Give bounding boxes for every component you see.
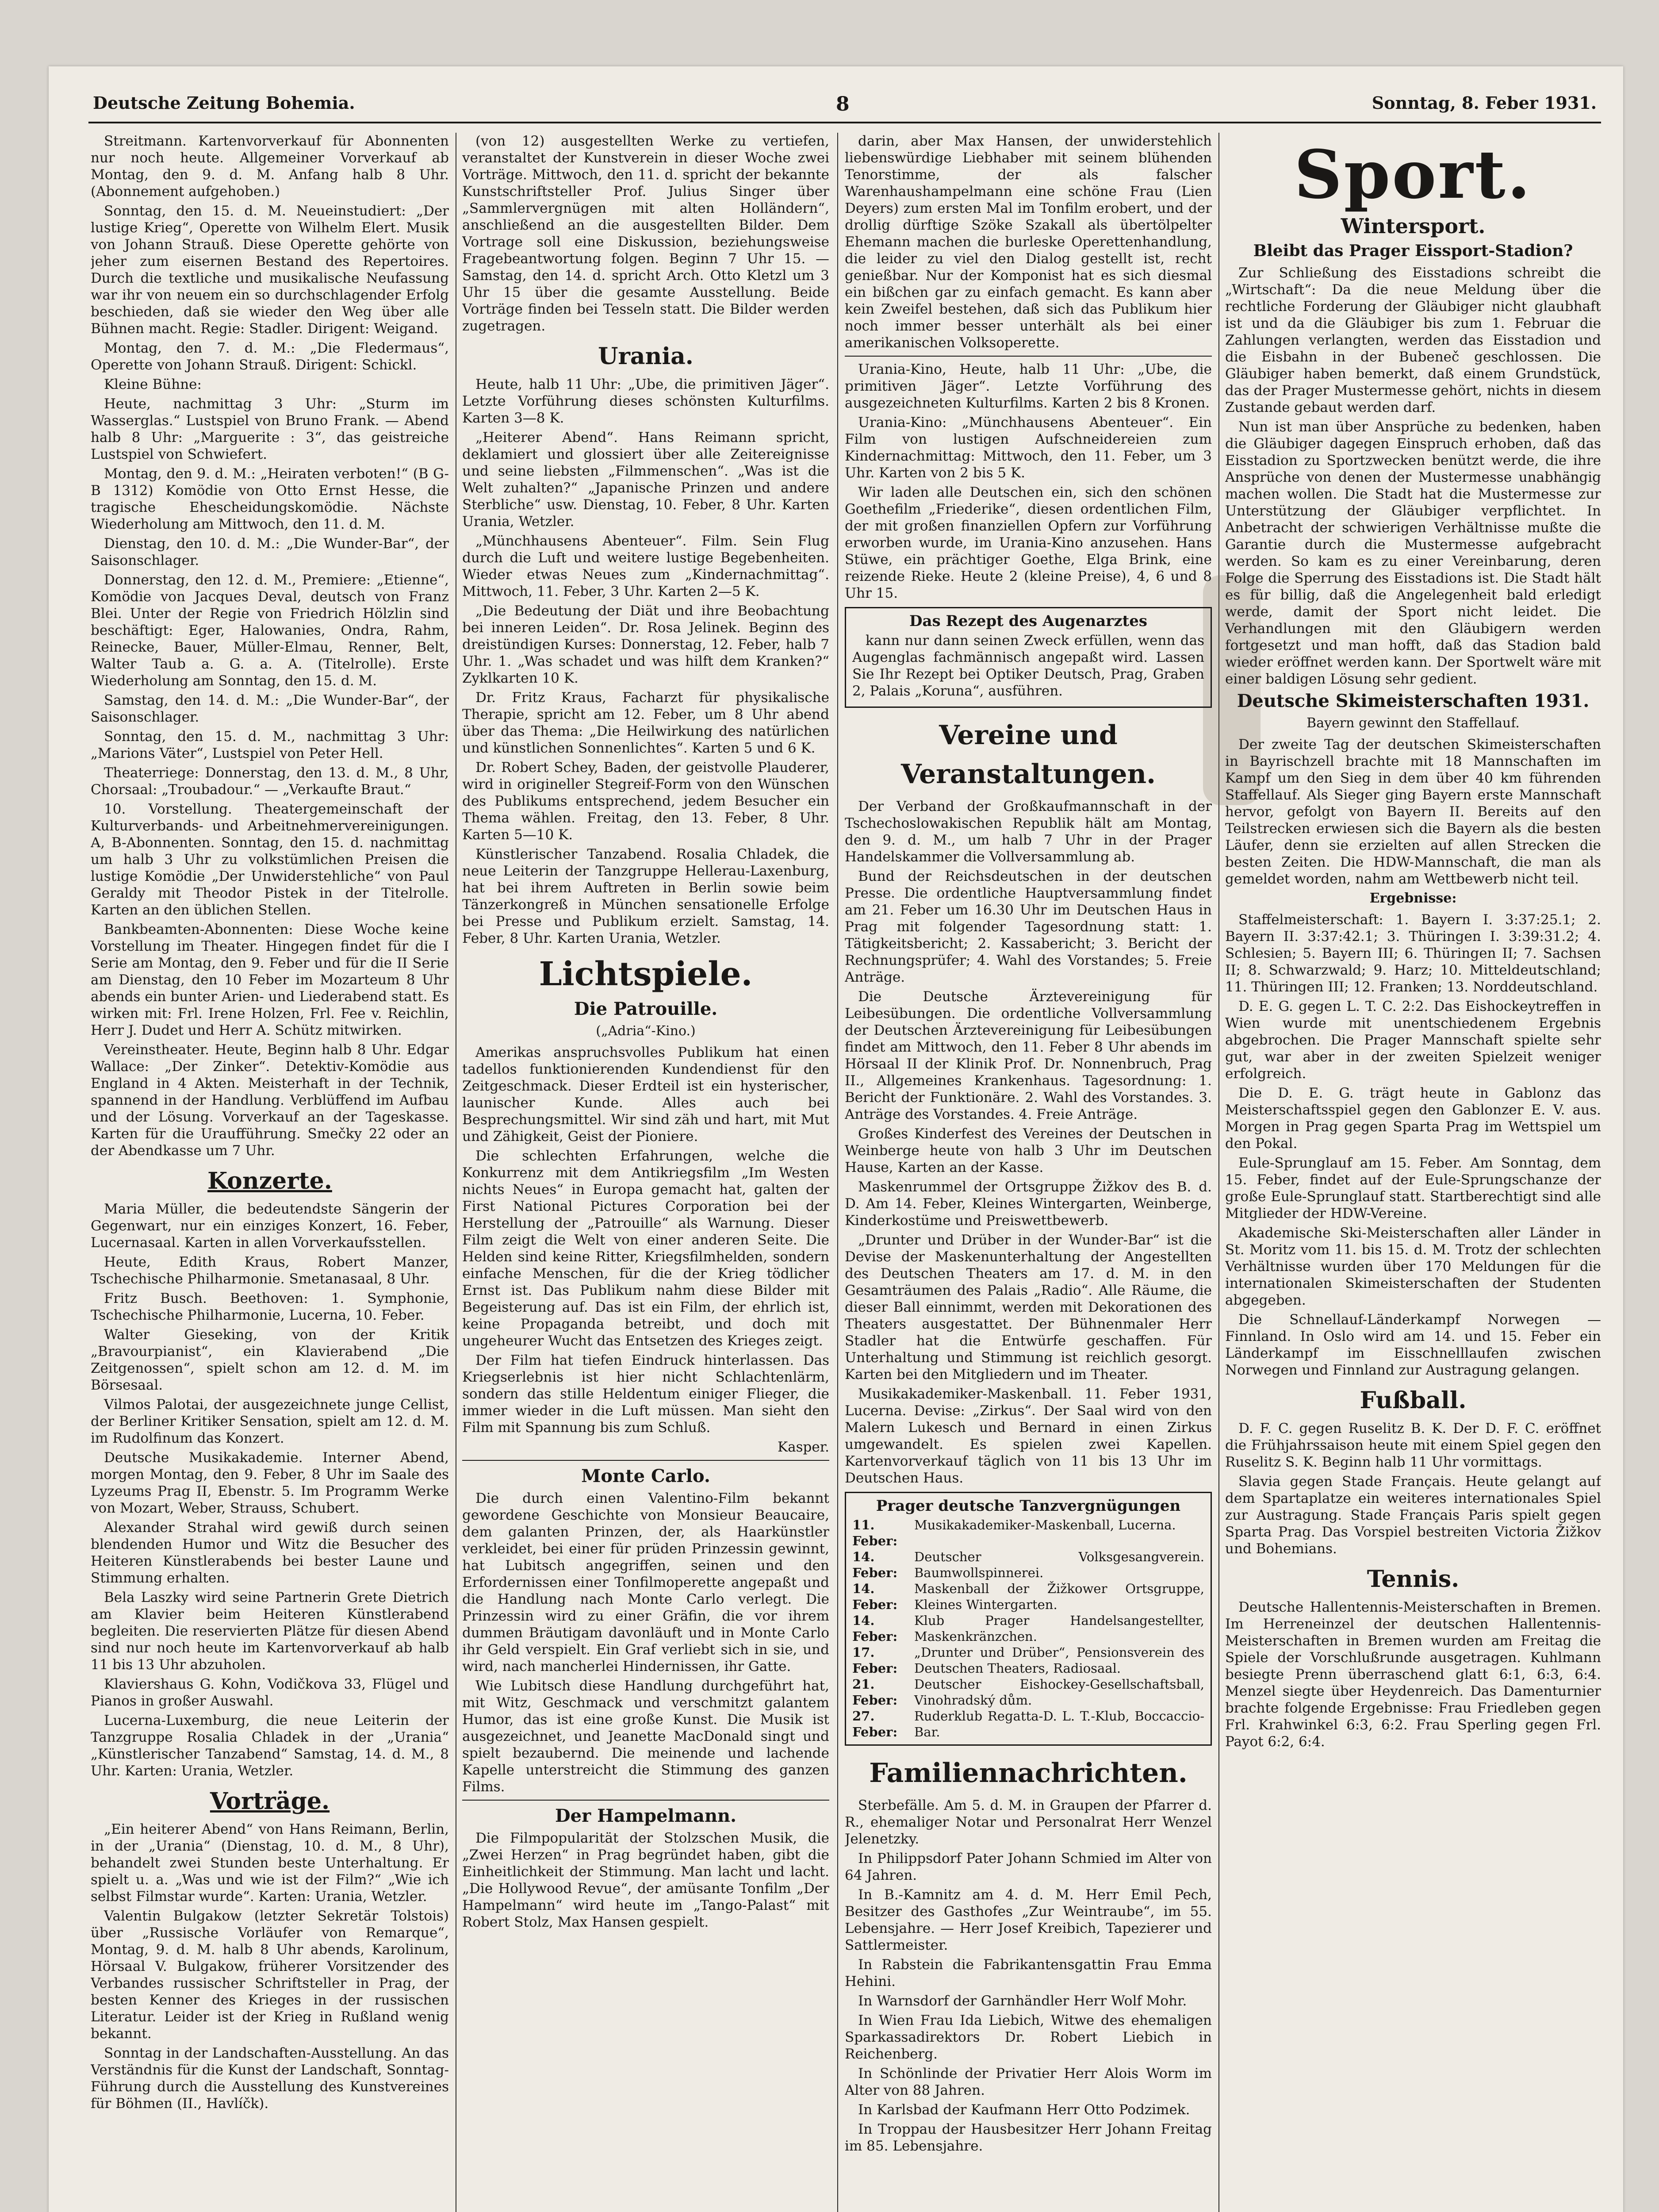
article-paragraph: Sonntag, den 15. d. M. Neueinstudiert: „Der lustige Krieg“, Operette von Wilhelm Elert. Musik von Johann Strauß. Diese Operette gehörte von jeher zum eisernen Bestand des Repertoires. Durch die textliche und musikalische Neufassung war ihr von neuem ein so durchschlagender Erfolg beschieden, daß sie wieder den Weg über alle Bühnen macht. Regie: Stadler. Dirigent: Weigand. <box>91 203 449 337</box>
article-paragraph: Donnerstag, den 12. d. M., Premiere: „Etienne“, Komödie von Jacques Deval, deutsch von Franz Blei. Unter der Regie von Friedrich Hölzlin sind beschäftigt: Eger, Halowanies, Ondra, Rahm, Reinecke, Bauer, Müller-Elmau, Renner, Belt, Walter Taub a. G. a. A. (Titelrolle). Erste Wiederholung am Sonntag, den 15. d. M. <box>91 572 449 689</box>
hampelmann-heading: Der Hampelmann. <box>555 1805 737 1826</box>
concerts-heading: Konzerte. <box>207 1167 332 1194</box>
hampelmann-review <box>462 1830 829 1931</box>
dance-list <box>852 1517 1204 1740</box>
article-paragraph: Die Schnellauf-Länderkampf Norwegen — Finnland. In Oslo wird am 14. und 15. Feber ein Länderkampf im Eisschnelllaufen zwischen Norwegen und Finnland zur Austragung gelangen. <box>1225 1312 1601 1378</box>
article-paragraph: In Rabstein die Fabrikantensgattin Frau Emma Hehini. <box>845 1957 1212 1989</box>
article-paragraph: Großes Kinderfest des Vereines der Deutschen in Weinberge heute von halb 3 Uhr im Deutschen Hause, Karten an der Kasse. <box>845 1126 1212 1175</box>
article-paragraph: Kleine Bühne: <box>104 376 202 392</box>
theater-notices <box>91 133 449 1159</box>
ad-text: kann nur dann seinen Zweck erfüllen, wenn das Augenglas fachmännisch angepaßt wird. Lassen Sie Ihr Rezept bei Optiker Deutsch, Prag, Graben 2, Palais „Koruna“, ausführen. <box>852 633 1204 699</box>
patrouille-cinema: („Adria“-Kino.) <box>596 1023 696 1039</box>
tennis-heading: Tennis. <box>1367 1566 1460 1593</box>
vereine-heading: Vereine und Veranstaltungen. <box>900 720 1156 790</box>
article-paragraph: Theaterriege: Donnerstag, den 13. d. M., 8 Uhr, Chorsaal: „Troubadour.“ — „Verkaufte Braut.“ <box>91 765 449 798</box>
dance-event-row <box>852 1581 1204 1613</box>
article-paragraph: Wie Lubitsch diese Handlung durchgeführt hat, mit Witz, Geschmack und verschmitzt galantem Humor, das ist eine große Kunst. Die Musik ist ausgezeichnet, und Jeanette MacDonald singt und spielt bezaubernd. Die meinende und lachende Kapelle unterstreicht die Stimmung des ganzen Films. <box>462 1678 829 1795</box>
ski-championship-sub: Bayern gewinnt den Staffellauf. <box>1307 715 1520 731</box>
sport-notices <box>1225 998 1601 1379</box>
article-paragraph: Heute, halb 11 Uhr: „Ube, die primitiven Jäger“. Letzte Vorführung dieses schönsten Kulturfilms. Karten 3—8 K. <box>462 376 829 426</box>
ad-headline: Das Rezept des Augenarztes <box>909 612 1147 630</box>
dance-event-date: 17. Feber: <box>852 1645 898 1676</box>
patrouille-heading: Die Patrouille. <box>574 998 718 1019</box>
article-paragraph: Montag, den 9. d. M.: „Heiraten verboten!“ (B G-B 1312) Komödie von Otto Ernst Hesse, die tragische Ehescheidungskomödie. Nächste Wiederholung am Mittwoch, den 11. d. M. <box>91 466 449 532</box>
art-lecture-notice <box>462 133 829 334</box>
urania-heading: Urania. <box>598 343 693 370</box>
article-paragraph: Montag, den 7. d. M.: „Die Fledermaus“, Operette von Johann Strauß. Dirigent: Schickl. <box>91 340 449 373</box>
article-paragraph: Dr. Fritz Kraus, Facharzt für physikalische Therapie, spricht am 12. Feber, um 8 Uhr abend über das Thema: „Die Heilwirkung des natürlichen und künstlichen Sonnenlichtes“. Karten 5 und 6 K. <box>462 690 829 756</box>
football-heading: Fußball. <box>1360 1387 1467 1414</box>
dance-event-row <box>852 1517 1204 1549</box>
article-paragraph: Sonntag in der Landschaften-Ausstellung. An das Verständnis für die Kunst der Landschaft, Sonntag-Führung durch die Ausstellung des Kunstvereines für Böhmen (II., Havlíčk). <box>91 2045 449 2112</box>
results-heading: Ergebnisse: <box>1369 891 1457 906</box>
talk-notices <box>91 1821 449 2112</box>
dance-event-date: 27. Feber: <box>852 1709 898 1740</box>
article-paragraph: „Heiterer Abend“. Hans Reimann spricht, deklamiert und glossiert über alle Zeitereignisse und seine liebsten „Filmmenschen“. „Was ist die Welt zuhalten?“ „Japanische Prinzen und andere Sterbliche“ usw. Dienstag, 10. Feber, 8 Uhr. Karten Urania, Wetzler. <box>462 430 829 530</box>
dance-event-date: 14. Feber: <box>852 1613 898 1644</box>
article-paragraph: Slavia gegen Stade Français. Heute gelangt auf dem Spartaplatze ein weiteres internationales Spiel zur Austragung. Stade Français Paris spielt gegen Sparta Prag. Das Vorspiel bestreiten Victoria Žižkov und Bohemians. <box>1225 1474 1601 1557</box>
header-rule <box>88 122 1601 123</box>
dance-event-text: Deutscher Volksgesangverein. Baumwollspinnerei. <box>914 1549 1204 1580</box>
article-paragraph: Heute, Edith Kraus, Robert Manzer, Tschechische Philharmonie. Smetanasaal, 8 Uhr. <box>91 1254 449 1287</box>
article-paragraph: Walter Gieseking, von der Kritik „Bravourpianist“, ein Klavierabend „Die Zeitgenossen“, spielt schon am 12. d. M. im Börsesaal. <box>91 1327 449 1393</box>
article-paragraph: Streitmann. Kartenvorverkauf für Abonnenten nur noch heute. Allgemeiner Vorverkauf ab Montag, den 9. d. M. Anfang halb 8 Uhr. (Abonnement aufgehoben.) <box>91 133 449 200</box>
article-paragraph: In Wien Frau Ida Liebich, Witwe des ehemaligen Sparkassadirektors Dr. Robert Liebich in Reichenberg. <box>845 2012 1212 2062</box>
dance-event-text: Musikakademiker-Maskenball, Lucerna. <box>914 1517 1176 1532</box>
column-divider <box>1218 133 1219 2212</box>
sport-heading: Sport. <box>1294 136 1532 214</box>
article-paragraph: Eule-Sprunglauf am 15. Feber. Am Sonntag, dem 15. Feber, findet auf der Eule-Sprungschanze der große Eule-Sprunglauf statt. Startberechtigt sind alle Mitglieder der HDW-Vereine. <box>1225 1155 1601 1221</box>
article-paragraph: Vilmos Palotai, der ausgezeichnete junge Cellist, der Berliner Kritiker Sensation, spielt am 12. d. M. im Rudolfinum das Konzert. <box>91 1397 449 1446</box>
article-paragraph: Valentin Bulgakow (letzter Sekretär Tolstois) über „Russische Vorläufer von Remarque“, Montag, 9. d. M. halb 8 Uhr abends, Karolinum, Hörsaal V. Bulgakow, früherer Vorsitzender des Verbandes russischer Schriftsteller in Prag, der besten Kenner des Krieges in der russischen Literatur. Leider ist der Krieg in Rußland wenig bekannt. <box>91 1908 449 2042</box>
article-paragraph: Klaviershaus G. Kohn, Vodičkova 33, Flügel und Pianos in großer Auswahl. <box>91 1676 449 1709</box>
page-number: 8 <box>836 93 850 115</box>
article-paragraph: In Schönlinde der Privatier Herr Alois Worm im Alter von 88 Jahren. <box>845 2066 1212 2098</box>
divider <box>462 1800 829 1801</box>
article-paragraph: „Ein heiterer Abend“ von Hans Reimann, Berlin, in der „Urania“ (Dienstag, 10. d. M., 8 Uhr), behandelt zwei Stunden beste Unterhaltung. Er spielt u. a. „Was und wie ist der Film?“ „Wie ich selbst Filmstar wurde“. Karten: Urania, Wetzler. <box>91 1821 449 1905</box>
article-paragraph: Heute, nachmittag 3 Uhr: „Sturm im Wasserglas.“ Lustspiel von Bruno Frank. — Abend halb 8 Uhr: „Marguerite : 3“, das geistreiche Lustspiel von Schwiefert. <box>91 396 449 462</box>
dance-event-row <box>852 1549 1204 1581</box>
article-paragraph: Die durch einen Valentino-Film bekannt gewordene Geschichte von Monsieur Beaucaire, dem galanten Prinzen, der, als Haarkünstler verkleidet, bei einer für prüden Prinzessin gewinnt, hat Lubitsch angegriffen, seinen und den Erfordernissen einer Tonfilmoperette angepaßt und die Handlung nach Monte Carlo verlegt. Die Prinzessin wird zu einer Gräfin, die vor ihrem dummen Bräutigam davonläuft und in Monte Carlo ihr Geld verspielt. Ein Graf verliebt sich in sie, und wird, nach mancherlei Hindernissen, ihr Gatte. <box>462 1490 829 1674</box>
article-paragraph: Der Verband der Großkaufmannschaft in der Tschechoslowakischen Republik hält am Montag, den 9. d. M., um halb 7 Uhr in der Prager Handelskammer die Vollversammlung ab. <box>845 799 1212 865</box>
article-paragraph: Dr. Robert Schey, Baden, der geistvolle Plauderer, wird in origineller Stegreif-Form von den Wünschen des Publikums entsprechend, jedem Besucher ein Thema wählen. Freitag, den 13. Feber, 8 Uhr. Karten 5—10 K. <box>462 760 829 843</box>
optician-advertisement <box>845 607 1212 708</box>
monte-carlo-heading: Monte Carlo. <box>581 1466 710 1486</box>
divider <box>845 356 1212 357</box>
lichtspiele-heading: Lichtspiele. <box>539 955 753 993</box>
article-paragraph: Amerikas anspruchsvolles Publikum hat einen tadellos funktionierenden Kundendienst für den Zeitgeschmack. Dieser Erdteil ist ein hysterischer, launischer Kunde. Alles auch bei Besprechungsmittel. Wir sind zäh und hart, mit Mut und Zähigkeit, Geist der Pioniere. <box>462 1045 829 1144</box>
article-paragraph: In Philippsdorf Pater Johann Schmied im Alter von 64 Jahren. <box>845 1851 1212 1883</box>
family-heading: Familiennachrichten. <box>869 1758 1188 1789</box>
article-paragraph: In Troppau der Hausbesitzer Herr Johann Freitag im 85. Lebensjahre. <box>845 2121 1212 2154</box>
dance-event-date: 14. Feber: <box>852 1581 898 1612</box>
article-paragraph: 10. Vorstellung. Theatergemeinschaft der Kulturverbands- und Arbeitnehmervereinigungen. A, B-Abonnenten. Sonntag, den 15. d. nachmittag um halb 3 Uhr zu volkstümlichen Preisen die lustige Komödie „Der Unwiderstehliche“ von Paul Geraldy mit Theodor Pistek in der Titelrolle. Karten an den üblichen Stellen. <box>91 801 449 918</box>
ski-championship-heading: Deutsche Skimeisterschaften 1931. <box>1237 691 1590 711</box>
wintersport-heading: Wintersport. <box>1341 214 1486 238</box>
article-paragraph: Vereinstheater. Heute, Beginn halb 8 Uhr. Edgar Wallace: „Der Zinker“. Detektiv-Komödie aus England in 4 Akten. Meisterhaft in der Technik, spannend in der Handlung. Verblüffend im Aufbau und der Lösung. Vorverkauf an der Tageskasse. Karten für die Uraufführung. Smečky 22 oder an der Abendkasse um 7 Uhr. <box>91 1042 449 1159</box>
results-text: Staffelmeisterschaft: 1. Bayern I. 3:37:25.1; 2. Bayern II. 3:37:42.1; 3. Thüringen I. 3:39:31.2; 4. Schlesien; 5. Bayern III; 6. Thüringen II; 7. Sachsen II; 8. Schwarzwald; 9. Harz; 10. Mitteldeutschland; 11. Thüringen III; 12. Franken; 13. Norddeutschland. <box>1225 912 1601 995</box>
article-paragraph: Fritz Busch. Beethoven: 1. Symphonie, Tschechische Philharmonie, Lucerna, 10. Feber. <box>91 1290 449 1323</box>
article-paragraph: Deutsche Musikakademie. Interner Abend, morgen Montag, den 9. Feber, 8 Uhr im Saale des Lyzeums Prag II, Ebenstr. 5. Im Programm Werke von Mozart, Weber, Strauss, Schubert. <box>91 1450 449 1516</box>
urania-notices <box>462 376 829 947</box>
article-paragraph: Bankbeamten-Abonnenten: Diese Woche keine Vorstellung im Theater. Hingegen findet für die I Serie am Montag, den 9. Feber und für die II Serie am Dienstag, den 10 Feber im Mozarteum 8 Uhr abends ein bunter Arien- und Liederabend statt. Es wirken mit: Frl. Irene Holzen, Frl. Fee v. Reichlin, Herr J. Dudet und Herr A. Schütz mitwirken. <box>91 922 449 1038</box>
article-paragraph: Dienstag, den 10. d. M.: „Die Wunder-Bar“, der Saisonschlager. <box>91 536 449 568</box>
article-paragraph: D. E. G. gegen L. T. C. 2:2. Das Eishockeytreffen in Wien wurde mit unentschiedenem Ergebnis abgebrochen. Die Prager Mannschaft spielte sehr gut, war aber in der zweiten Spielzeit weniger erfolgreich. <box>1225 998 1601 1082</box>
column-sport <box>1225 133 1601 2212</box>
newspaper-name: Deutsche Zeitung Bohemia. <box>93 93 355 113</box>
dance-event-row <box>852 1613 1204 1644</box>
family-notices <box>845 1797 1212 2154</box>
article-paragraph: „Münchhausens Abenteuer“. Film. Sein Flug durch die Luft und weitere lustige Begebenheiten. Wieder etwas Neues zum „Kindernachmittag“. Mittwoch, 11. Feber, 3 Uhr. Karten 2—5 K. <box>462 533 829 599</box>
article-paragraph: Samstag, den 14. d. M.: „Die Wunder-Bar“, der Saisonschlager. <box>91 692 449 725</box>
newspaper-page <box>49 66 1623 2212</box>
article-paragraph: Die schlechten Erfahrungen, welche die Konkurrenz mit dem Antikriegsfilm „Im Westen nichts Neues“ in Europa gemacht hat, galten der First National Pictures Corporation bei der Herstellung der „Patrouille“ als Warnung. Dieser Film zeigt die Welt von einer anderen Seite. Die Helden sind keine Ritter, Kriegsfilmhelden, sondern einfache Menschen, für die der Krieg tödlicher Ernst ist. Das Publikum nahm diese Bilder mit Begeisterung auf. Das ist ein Film, der ehrlich ist, keine Propaganda betreibt, und doch mit ungeheurer Wucht das Entsetzen des Krieges zeigt. <box>462 1148 829 1349</box>
column-divider <box>837 133 838 2212</box>
dance-event-date: 11. Feber: <box>852 1517 898 1548</box>
article-paragraph: Sterbefälle. Am 5. d. M. in Graupen der Pfarrer d. R., ehemaliger Notar und Personalrat Herr Wenzel Jelenetzky. <box>845 1797 1212 1847</box>
article-paragraph: Zur Schließung des Eisstadions schreibt die „Wirtschaft“: Da die neue Meldung über die rechtliche Forderung der Gläubiger nicht glaubhaft ist und da die Gläubiger bis zum 1. Februar die Zahlungen verlangten, werden das Eisstadion und die Eisbahn in der Bubeneč geschlossen. Die Gläubiger haben bemerkt, daß einem Grundstück, das der Prager Mustermesse gehört, nichts in diesem Zustande gebaut werden darf. <box>1225 265 1601 415</box>
article-paragraph: Bela Laszky wird seine Partnerin Grete Dietrich am Klavier beim Heiteren Künstlerabend begleiten. Die reservierten Plätze für diesen Abend sind nur noch heute im Kartenvorverkauf ab halb 11 bis 13 Uhr abzuholen. <box>91 1590 449 1673</box>
article-paragraph: Sonntag, den 15. d. M., nachmittag 3 Uhr: „Marions Väter“, Lustspiel von Peter Hell. <box>91 729 449 761</box>
tennis-notices <box>1225 1599 1601 1750</box>
article-paragraph: In B.-Kamnitz am 4. d. M. Herr Emil Pech, Besitzer des Gasthofes „Zur Weintraube“, im 55. Lebensjahre. — Herr Josef Kreibich, Tapezierer und Sattlermeister. <box>845 1887 1212 1953</box>
dance-event-date: 21. Feber: <box>852 1677 898 1708</box>
film-review-continued <box>845 133 1212 351</box>
dance-heading: Prager deutsche Tanzvergnügungen <box>876 1497 1181 1515</box>
article-paragraph: In Karlsbad der Kaufmann Herr Otto Podzimek. <box>858 2102 1190 2118</box>
dance-event-text: Maskenball der Žižkower Ortsgruppe, Kleines Wintergarten. <box>914 1581 1204 1612</box>
article-paragraph: Wir laden alle Deutschen ein, sich den schönen Goethefilm „Friederike“, diesen ordentlichen Film, der mit großen finanziellen Opfern zur Vorführung erworben wurde, im Urania-Kino anzusehen. Hans Stüwe, ein prächtiger Goethe, Elga Brink, eine reizende Rieke. Heute 2 (kleine Preise), 4, 6 und 8 Uhr 15. <box>845 484 1212 601</box>
dance-event-row <box>852 1676 1204 1708</box>
article-paragraph: Urania-Kino: „Münchhausens Abenteuer“. Ein Film von lustigen Aufschneidereien zum Kindernachmittag: Mittwoch, den 11. Feber, um 3 Uhr. Karten von 2 bis 5 K. <box>845 415 1212 481</box>
football-notices <box>1225 1420 1601 1557</box>
article-paragraph: Nun ist man über Ansprüche zu bedenken, haben die Gläubiger dagegen Einspruch erhoben, daß das Eisstadion zu Sportzwecken benützt werde, die ihre Ansprüche von denen der Mustermesse unabhängig machen wollen. Die Stadt hat die Mustermesse zur Unterstützung der Gläubiger verpflichtet. In Anbetracht der schwierigen Verhältnisse mußte die Garantie durch die Mustermesse aufgebracht werden. So kam es zu einer Vereinbarung, deren Folge die Sperrung des Eisstadions ist. Die Stadt hält es für billig, daß die Angelegenheit bald erledigt werde, damit der Sport nicht leidet. Die Verhandlungen mit den Gläubigern werden fortgesetzt und man hofft, daß das Stadion bald wieder eröffnet werden kann. Der Sportwelt wäre mit einer baldigen Lösung sehr gedient. <box>1225 419 1601 687</box>
article-paragraph: Der zweite Tag der deutschen Skimeisterschaften in Bayrischzell brachte mit 18 Mannschaften im Kampf um den Sieg in dem über 40 km führenden Staffellauf. Als Sieger ging Bayern erste Mannschaft hervor, gefolgt von Bayern II. Bereits auf den Teilstrecken erwiesen sich die Bayern als die besten Läufer, denn sie erzielten auf allen Strecken die besten Zeiten. Die HDW-Mannschaft, die man als gemeldet worden, nahm am Wettbewerb nicht teil. <box>1225 737 1601 887</box>
article-paragraph: (von 12) ausgestellten Werke zu vertiefen, veranstaltet der Kunstverein in dieser Woche zwei Vorträge. Mittwoch, den 11. d. spricht der bekannte Kunstschriftsteller Prof. Julius Singer über „Sammlervergnügen mit alten Holländern“, anschließend an die ausgestellten Bilder. Dem Vortrage soll eine Diskussion, beziehungsweise Fragebeantwortung folgen. Beginn 7 Uhr 15. — Samstag, den 14. d. spricht Arch. Otto Kletzl um 3 Uhr 15 über die gesamte Ausstellung. Beide Vorträge finden bei Tesseln statt. Die Bilder werden zugetragen. <box>462 133 829 334</box>
issue-date: Sonntag, 8. Feber 1931. <box>1372 93 1597 113</box>
dance-event-row <box>852 1644 1204 1676</box>
article-paragraph: Der Film hat tiefen Eindruck hinterlassen. Das Kriegserlebnis ist hier nicht Schlachtenlärm, sondern das stille Heldentum einiger Flieger, die immer wieder in die Luft müssen. Man sieht den Film mit Spannung bis zum Schluß. <box>462 1352 829 1436</box>
column-theater <box>91 133 449 2212</box>
stadium-subheading: Bleibt das Prager Eissport-Stadion? <box>1253 242 1573 260</box>
article-paragraph: In Warnsdorf der Garnhändler Herr Wolf Mohr. <box>858 1993 1187 2009</box>
monte-carlo-review <box>462 1490 829 1795</box>
article-paragraph: D. F. C. gegen Ruselitz B. K. Der D. F. C. eröffnet die Frühjahrssaison heute mit einem Spiel gegen den Ruselitz S. K. Beginn halb 11 Uhr vormittags. <box>1225 1421 1601 1470</box>
dance-event-row <box>852 1708 1204 1740</box>
article-paragraph: „Drunter und Drüber in der Wunder-Bar“ ist die Devise der Maskenunterhaltung der Angestellten des Deutschen Theaters am 17. d. M. in den Gesamträumen des Palais „Radio“. Alle Räume, die dieser Ball einnimmt, werden mit Dekorationen des Theaters ausgestattet. Der Bühnenmaler Herr Stadler hat die Entwürfe geschaffen. Für Unterhaltung und Stimmung ist reichlich gesorgt. Karten bei den Mitgliedern und im Theater. <box>845 1232 1212 1382</box>
dance-event-date: 14. Feber: <box>852 1549 898 1580</box>
article-paragraph: Musikakademiker-Maskenball. 11. Feber 1931, Lucerna. Devise: „Zirkus“. Der Saal wird von den Malern Lukesch und Bernard in einen Zirkus umgewandelt. Es spielen zwei Kapellen. Kartenvorverkauf täglich von 11 bis 13 Uhr im Deutschen Haus. <box>845 1386 1212 1486</box>
article-paragraph: Künstlerischer Tanzabend. Rosalia Chladek, die neue Leiterin der Tanzgruppe Hellerau-Laxenburg, hat bei ihrem Auftreten in Berlin sowie beim Tänzerkongreß in München sensationelle Erfolge bei Presse und Publikum erzielt. Samstag, 14. Feber, 8 Uhr. Karten Urania, Wetzler. <box>462 846 829 946</box>
article-paragraph: „Die Bedeutung der Diät und ihre Beobachtung bei inneren Leiden“. Dr. Rosa Jelinek. Beginn des dreistündigen Kurses: Donnerstag, 12. Feber, halb 7 Uhr. 1. „Was schadet und was hilft dem Kranken?“ Zyklkarten 10 K. <box>462 603 829 686</box>
column-events <box>845 133 1212 2212</box>
article-paragraph: Die Filmpopularität der Stolzschen Musik, die „Zwei Herzen“ in Prag begründet haben, gibt die Einheitlichkeit der Stimmung. Man lacht und lacht. „Die Hollywood Revue“, der amüsante Tonfilm „Der Hampelmann“ wird heute im „Tango-Palast“ mit Robert Stolz, Max Hansen gespielt. <box>462 1830 829 1930</box>
article-paragraph: Maria Müller, die bedeutendste Sängerin der Gegenwart, nur ein einziges Konzert, 16. Feber, Lucernasaal. Karten in allen Vorverkaufsstellen. <box>91 1201 449 1251</box>
stadium-article <box>1225 265 1601 687</box>
concert-notices <box>91 1201 449 1779</box>
dance-event-text: Deutscher Eishockey-Gesellschaftsball, Vinohradský dům. <box>914 1677 1204 1708</box>
article-paragraph: Maskenrummel der Ortsgruppe Žižkov des B. d. D. Am 14. Feber, Kleines Wintergarten, Weinberge, Kinderkostüme und Preiswettbewerb. <box>845 1179 1212 1229</box>
cinema-notices <box>845 361 1212 602</box>
page-header <box>93 93 1597 119</box>
dance-event-text: Ruderklub Regatta-D. L. T.-Klub, Boccaccio-Bar. <box>914 1709 1204 1740</box>
talks-heading: Vorträge. <box>210 1788 330 1815</box>
article-paragraph: Bund der Reichsdeutschen in der deutschen Presse. Die ordentliche Hauptversammlung findet am 21. Feber um 16.30 Uhr im Deutschen Haus in Prag mit folgender Tagesordnung statt: 1. Tätigkeitsbericht; 2. Kassabericht; 3. Bericht der Rechnungsprüfer; 4. Wahl des Vorstandes; 5. Freie Anträge. <box>845 868 1212 985</box>
dance-event-text: „Drunter und Drüber“, Pensionsverein des Deutschen Theaters, Radiosaal. <box>914 1645 1204 1676</box>
column-urania-film <box>462 133 829 2212</box>
article-paragraph: Alexander Strahal wird gewiß durch seinen blendenden Humor und Witz die Besucher des Heiteren Künstlerabends bei bester Laune und Stimmung erhalten. <box>91 1520 449 1586</box>
article-paragraph: Deutsche Hallentennis-Meisterschaften in Bremen. Im Herreneinzel der deutschen Hallentennis-Meisterschaften in Bremen wurden am Freitag die Spiele der Vorschlußrunde ausgetragen. Kuhlmann besiegte Prenn überraschend glatt 6:1, 6:3, 6:4. Menzel siegte über Heydenreich. Das Damenturnier brachte folgende Ergebnisse: Frau Friedleben gegen Frl. Krahwinkel 6:3, 6:2. Frau Sperling gegen Frl. Payot 6:2, 6:4. <box>1225 1599 1601 1750</box>
article-paragraph: Lucerna-Luxemburg, die neue Leiterin der Tanzgruppe Rosalia Chladek in der „Urania“ „Künstlerischer Tanzabend“ Samstag, 14. d. M., 8 Uhr. Karten: Urania, Wetzler. <box>91 1713 449 1779</box>
article-paragraph: Akademische Ski-Meisterschaften aller Länder in St. Moritz vom 11. bis 15. d. M. Trotz der schlechten Verhältnisse wurden über 170 Meldungen für die internationalen Skimeisterschaften der Studenten abgegeben. <box>1225 1225 1601 1308</box>
ski-article <box>1225 736 1601 887</box>
divider <box>462 1460 829 1461</box>
patrouille-review <box>462 1044 829 1436</box>
article-paragraph: Die Deutsche Ärztevereinigung für Leibesübungen. Die ordentliche Vollversammlung der Deutschen Ärztevereinigung für Leibesübungen findet am Mittwoch, den 11. Feber 8 Uhr abends im Hörsaal II der Klinik Prof. Dr. Nonnenbruch, Prag II., Allgemeines Krankenhaus. Tagesordnung: 1. Bericht der Funktionäre. 2. Wahl des Vorstandes. 3. Anträge des Vorstandes. 4. Freie Anträge. <box>845 989 1212 1122</box>
review-author: Kasper. <box>777 1439 829 1455</box>
dance-event-text: Klub Prager Handelsangestellter, Maskenkränzchen. <box>914 1613 1204 1644</box>
vereine-notices <box>845 798 1212 1486</box>
article-paragraph: Die D. E. G. trägt heute in Gablonz das Meisterschaftsspiel gegen den Gablonzer E. V. aus. Morgen in Prag gegen Sparta Prag im Wettspiel um den Pokal. <box>1225 1085 1601 1152</box>
article-paragraph: darin, aber Max Hansen, der unwiderstehlich liebenswürdige Liebhaber mit seinem blühenden Tenorstimme, der als falscher Warenhaushampelmann eine schöne Frau (Lien Deyers) zum ersten Mal im Tonfilm erobert, und der drollig dürftige Szöke Szakall als übertölpelter Ehemann machen die burleske Operettenhandlung, die leider zu viel den Dialog gestellt ist, recht genießbar. Nur der Komponist hat es sich diesmal ein bißchen gar zu einfach gemacht. Es kann aber kein Zweifel bestehen, daß sich das Publikum hier noch immer besser unterhält als bei einer amerikanischen Volksoperette. <box>845 133 1212 351</box>
article-paragraph: Urania-Kino, Heute, halb 11 Uhr: „Ube, die primitiven Jäger“. Letzte Vorführung des ausgezeichneten Kulturfilms. Karten 2 bis 8 Kronen. <box>845 361 1212 411</box>
dance-events-box <box>845 1492 1212 1746</box>
